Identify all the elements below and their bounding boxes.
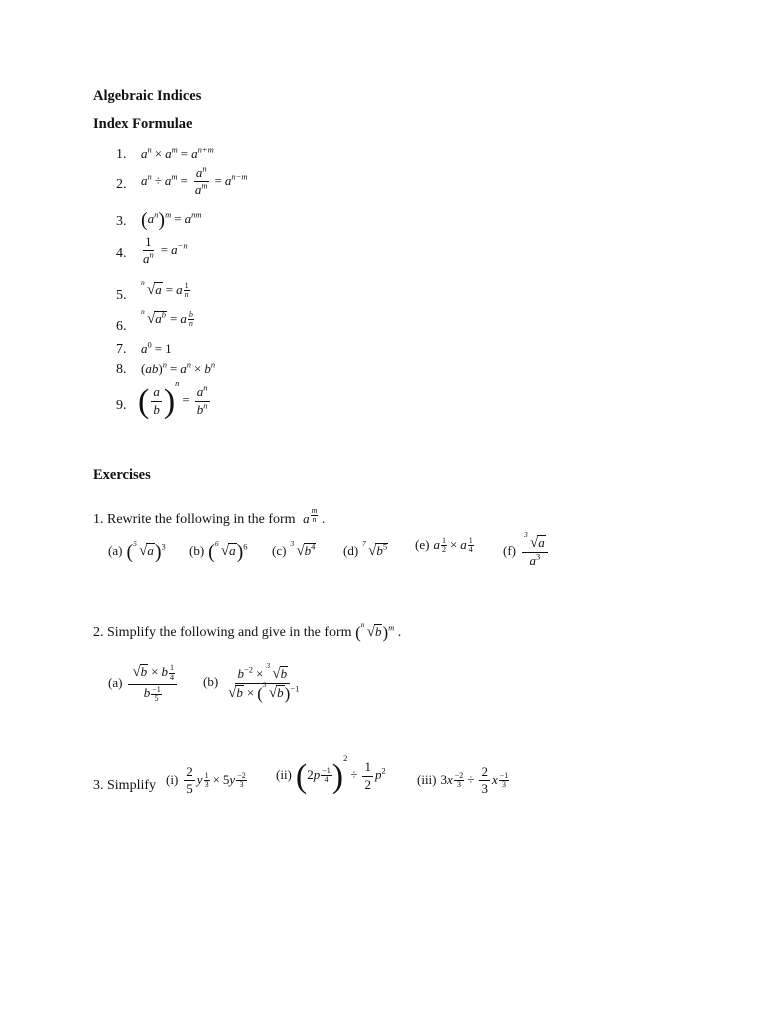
q3-part-ii: (ii) (2p $\frac{-1}{4}$ )$^2$÷ $\frac{1}{2}$ $p^2$ [276, 753, 386, 795]
q1-part-a: (a) ( 5 √ a )$^3$ [108, 539, 166, 563]
formula-6: n √ $a^b$ = a $\frac{b}{n}$ [141, 307, 193, 328]
formula-number-7: 7. [116, 342, 127, 357]
formula-2: $a^n \div a^m$ = $\frac{a^n}{a^m}$ = $a^{n-m}$ [141, 163, 248, 198]
q1-part-e: (e) a $\frac{1}{2}$ × a $\frac{1}{4}$ [415, 536, 473, 554]
q2-part-b: (b) $b^{-2}$ × 3 √ b √ b × ( 3 √ b )$^{-1}$ [203, 661, 300, 703]
formula-number-3: 3. [116, 214, 127, 229]
formula-7: $a^0 = 1$ [141, 339, 172, 356]
formula-8: $(ab)^n = a^n \times b^n$ [141, 359, 216, 376]
q1-part-d: (d) 7 √ $b^5$ [343, 539, 388, 559]
q1-part-b-label: (b) [189, 543, 205, 558]
q2-part-a: (a) √ b × b $\frac{1}{4}$ b $\frac{-1}{5}$ [108, 664, 179, 704]
formula-number-1: 1. [116, 147, 127, 162]
question-1-prompt: 1. Rewrite the following in the form [93, 512, 296, 527]
question-2-prompt: 2. Simplify the following and give in the form [93, 625, 352, 640]
formula-number-8: 8. [116, 362, 127, 377]
formula-3: $(a^n)^m = a^{nm}$ [141, 209, 202, 231]
q3-part-ii-label: (ii) [276, 767, 292, 782]
q1-part-b: (b) ( 6 √ a )$^6$ [189, 539, 248, 563]
q2-part-b-label: (b) [203, 674, 219, 690]
formula-number-5: 5. [116, 288, 127, 303]
formula-4: $\frac{1}{a^n}$ = $a^{-n}$ [143, 234, 188, 267]
question-3-prompt: 3. Simplify [93, 778, 157, 793]
section-heading-index-formulae: Index Formulae [93, 116, 193, 132]
question-2-target-form: ( n √ b )$^m$ [355, 620, 395, 642]
q1-part-f-label: (f) [503, 542, 516, 558]
formula-5: n √ a = a $\frac{1}{n}$ [141, 278, 189, 299]
page-title: Algebraic Indices [93, 88, 202, 104]
question-1-target-form: a $\frac{m}{n}$ [303, 506, 318, 526]
formula-number-4: 4. [116, 246, 127, 261]
q1-part-a-label: (a) [108, 543, 123, 558]
formula-number-6: 6. [116, 319, 127, 334]
q3-part-i-label: (i) [166, 771, 179, 787]
q3-part-iii-label: (iii) [417, 771, 437, 787]
q3-part-i: (i) $\frac{2}{5}$ y $\frac{1}{3}$ × 5y $\frac{-2}{3}$ [166, 764, 246, 797]
q1-part-c-label: (c) [272, 543, 287, 558]
q2-part-a-label: (a) [108, 675, 123, 691]
exercises-heading: Exercises [93, 467, 151, 483]
question-1-text: 1. Rewrite the following in the form a $\frac{m}{n}$ . [93, 506, 326, 527]
q1-part-e-label: (e) [415, 537, 430, 552]
formula-number-2: 2. [116, 177, 127, 192]
q3-part-iii: (iii) 3x $\frac{-2}{3}$ ÷ $\frac{2}{3}$ x $\frac{-1}{3}$ [417, 764, 509, 797]
formula-1: $a^n \times a^m = a^{n+m}$ [141, 144, 214, 161]
q1-part-d-label: (d) [343, 543, 359, 558]
question-2-text: 2. Simplify the following and give in the form ( n √ b )$^m$ . [93, 620, 402, 642]
formula-9: ( $\frac{a}{b}$ )$^n$= $\frac{a^n}{b^n}$ [138, 378, 208, 420]
formula-number-9: 9. [116, 398, 127, 413]
q1-part-c: (c) 3 √ $b^4$ [272, 539, 316, 559]
q1-part-f: (f) 3 √ a $a^3$ [503, 535, 550, 568]
